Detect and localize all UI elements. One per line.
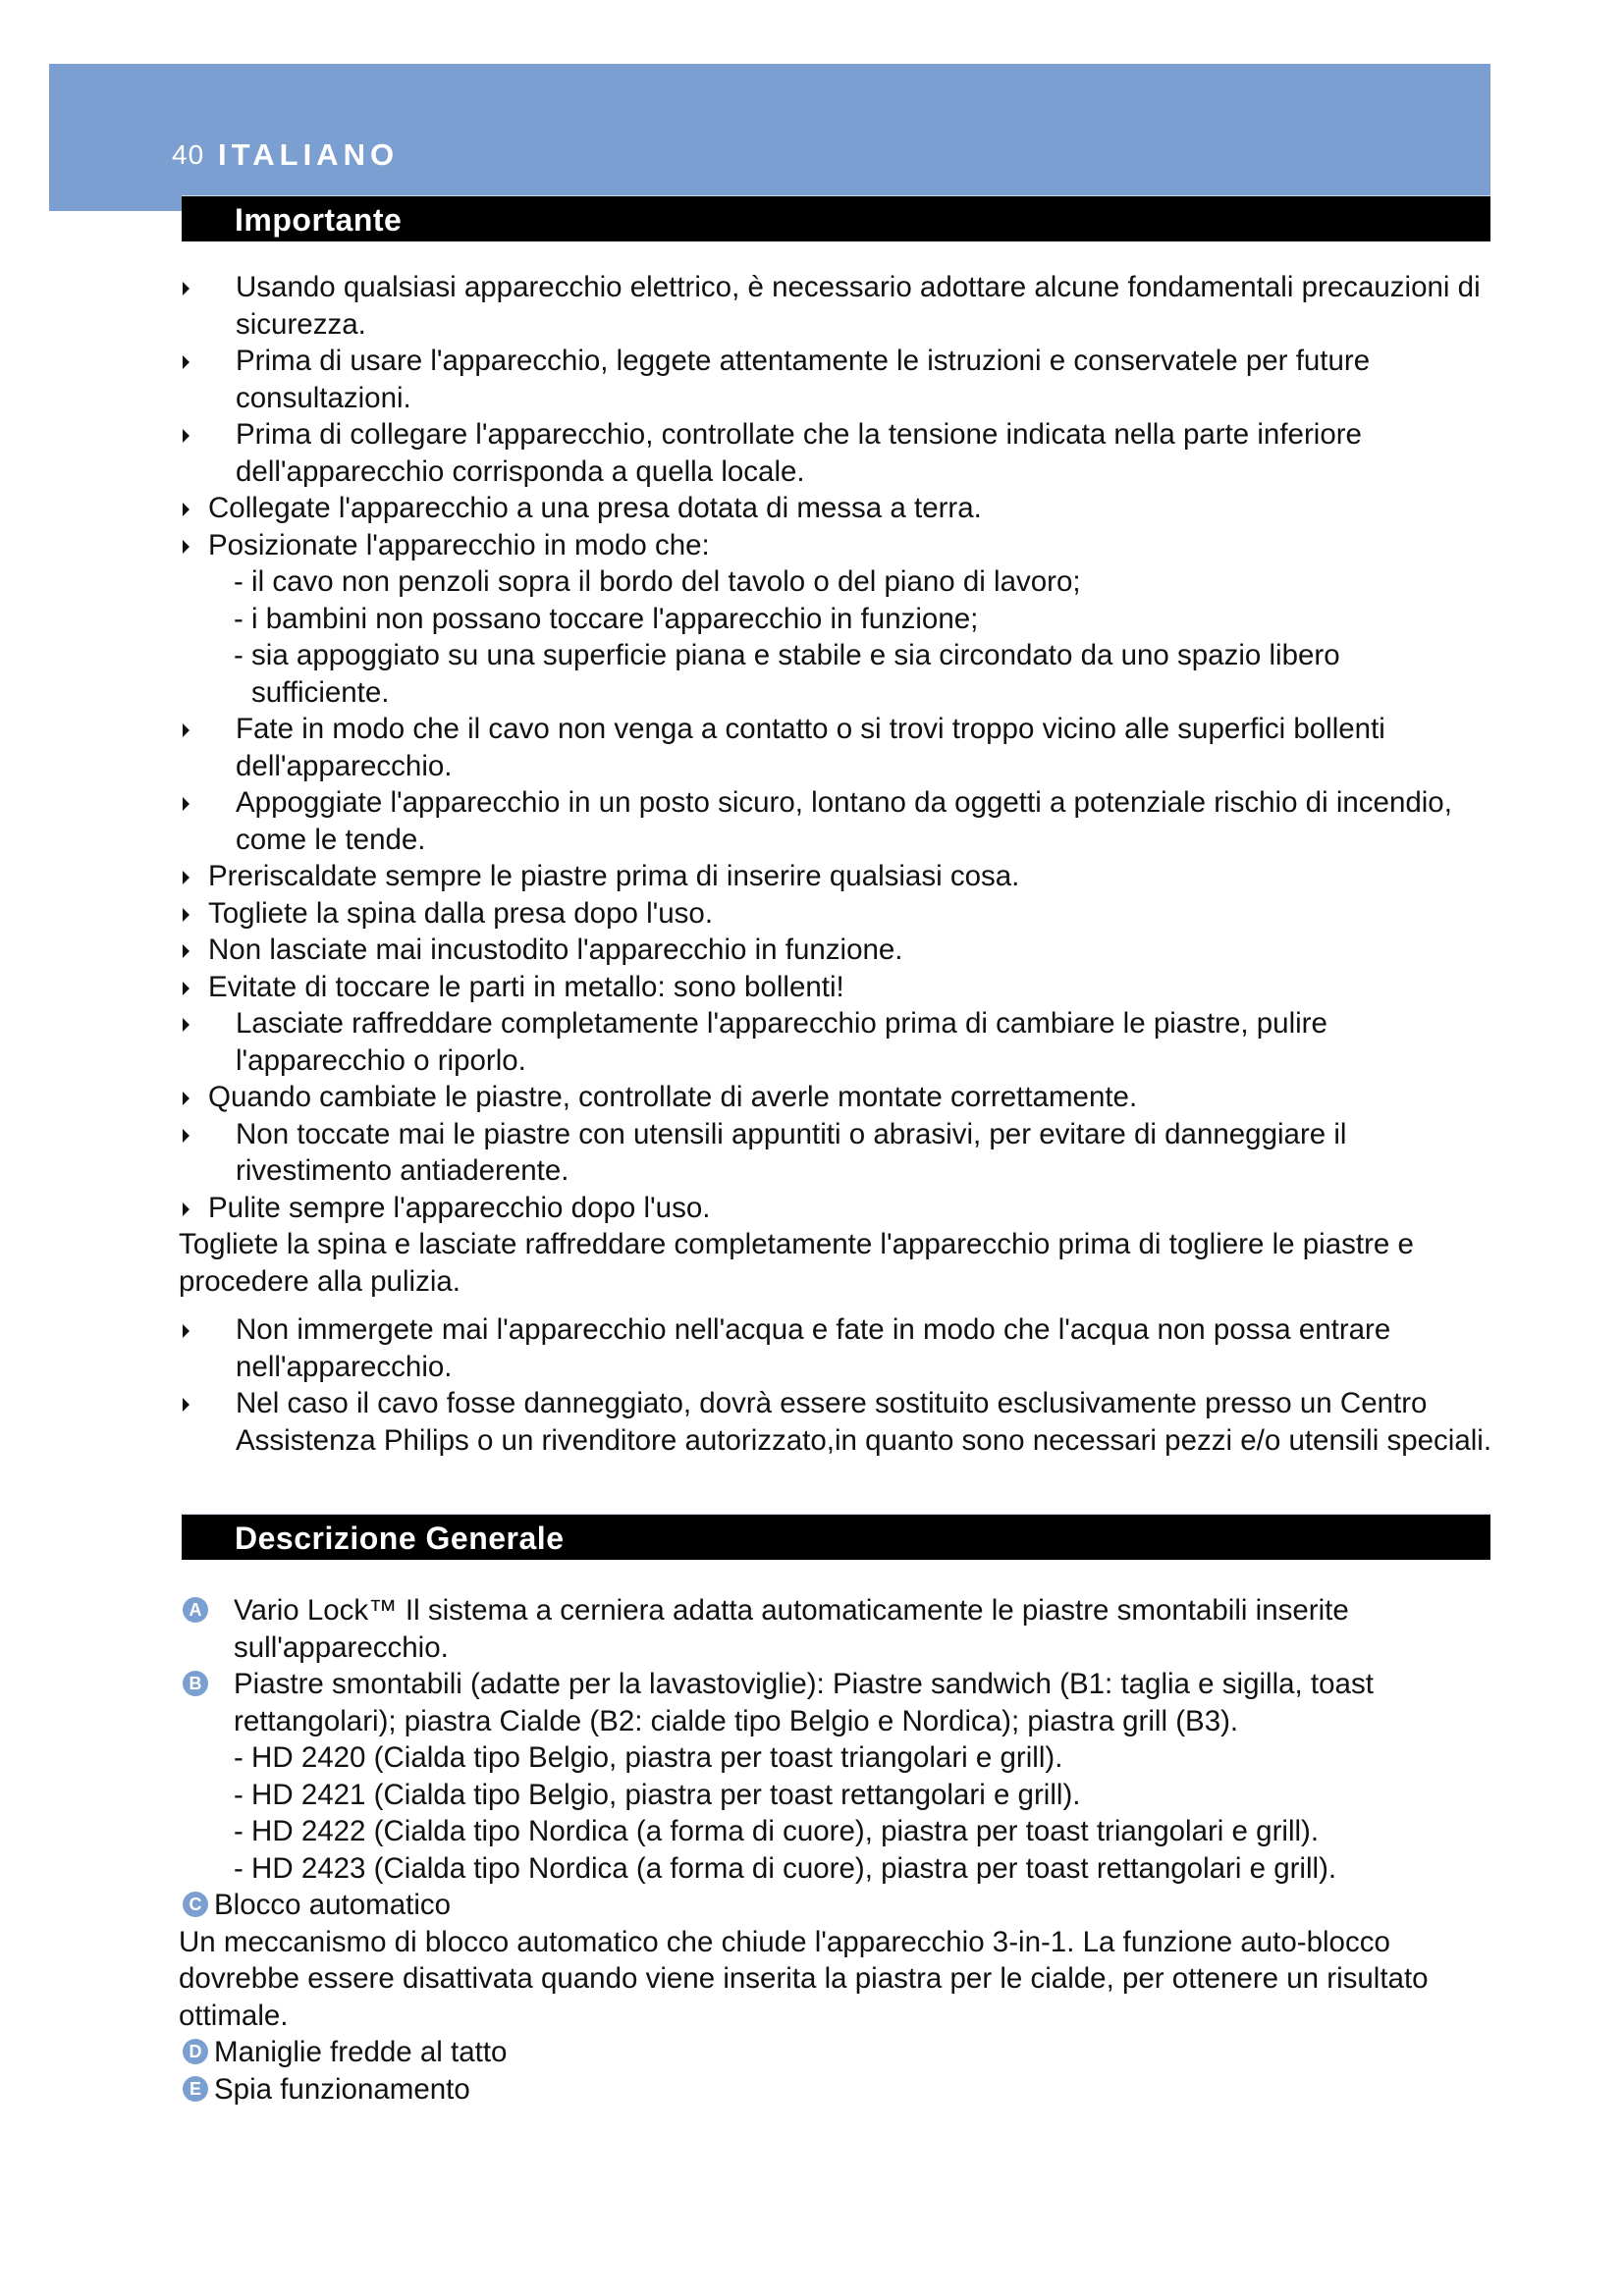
bullet-arrow-icon bbox=[183, 429, 189, 443]
bullet-arrow-icon bbox=[183, 282, 189, 295]
feature-item-e: E Spia funzionamento bbox=[179, 2071, 1494, 2109]
model-item: - HD 2422 (Cialda tipo Nordica (a forma di cuore), piastra per toast triangolari e grill). bbox=[234, 1815, 1320, 1847]
bullet-item: Prima di usare l'apparecchio, leggete attentamente le istruzioni e conservatele per future consultazioni. bbox=[179, 343, 1494, 416]
bullet-item: Usando qualsiasi apparecchio elettrico, è necessario adottare alcune fondamentali precauzioni di sicurezza. bbox=[179, 269, 1494, 343]
header-notch bbox=[49, 211, 182, 240]
section-bar-importante bbox=[182, 195, 1490, 241]
letter-d-icon: D bbox=[183, 2039, 208, 2064]
section-title-importante: Importante bbox=[235, 202, 403, 238]
bullet-item: Non toccate mai le piastre con utensili appuntiti o abrasivi, per evitare di danneggiare il rivestimento antiaderente. bbox=[179, 1116, 1494, 1190]
bullet-item: Prima di collegare l'apparecchio, controllate che la tensione indicata nella parte inferiore dell'apparecchio corrisponda a quella locale. bbox=[179, 416, 1494, 490]
letter-b-icon: B bbox=[183, 1671, 208, 1696]
bullet-arrow-icon bbox=[183, 723, 189, 737]
descrizione-list bbox=[179, 1592, 1494, 2108]
importante-list-2 bbox=[179, 1311, 1494, 1459]
paragraph: Togliete la spina e lasciate raffreddare completamente l'apparecchio prima di togliere le piastre e procedere alla pulizia. bbox=[179, 1228, 1414, 1298]
bullet-item: Non immergete mai l'apparecchio nell'acqua e fate in modo che l'acqua non possa entrare nell'apparecchio. bbox=[179, 1311, 1494, 1385]
bullet-item: Evitate di toccare le parti in metallo: sono bollenti! bbox=[179, 969, 1494, 1006]
bullet-item: Posizionate l'apparecchio in modo che: bbox=[179, 527, 1494, 564]
feature-item-b: B Piastre smontabili (adatte per la lavastoviglie): Piastre sandwich (B1: taglia e sigilla, toast rettangolari); piastra Cialde (B2: cialde tipo Belgio e Nordica); piastra grill (B3). bbox=[179, 1666, 1494, 1739]
bullet-arrow-icon bbox=[183, 1202, 189, 1216]
sub-item: - i bambini non possano toccare l'apparecchio in funzione; bbox=[234, 602, 979, 635]
bullet-item: Non lasciate mai incustodito l'apparecchio in funzione. bbox=[179, 932, 1494, 969]
bullet-arrow-icon bbox=[183, 1324, 189, 1338]
bullet-item: Togliete la spina dalla presa dopo l'uso. bbox=[179, 895, 1494, 933]
bullet-item: Pulite sempre l'apparecchio dopo l'uso. bbox=[179, 1190, 1494, 1227]
section-bar-descrizione bbox=[182, 1514, 1490, 1560]
letter-a-icon: A bbox=[183, 1597, 208, 1623]
bullet-arrow-icon bbox=[183, 797, 189, 811]
bullet-arrow-icon bbox=[183, 540, 189, 554]
bullet-arrow-icon bbox=[183, 982, 189, 995]
bullet-item: Preriscaldate sempre le piastre prima di inserire qualsiasi cosa. bbox=[179, 858, 1494, 895]
letter-e-icon: E bbox=[183, 2076, 208, 2102]
model-item: - HD 2421 (Cialda tipo Belgio, piastra per toast rettangolari e grill). bbox=[234, 1778, 1081, 1811]
sub-item: - sia appoggiato su una superficie piana e stabile e sia circondato da uno spazio libero bbox=[234, 639, 1340, 671]
bullet-arrow-icon bbox=[183, 908, 189, 922]
bullet-arrow-icon bbox=[183, 355, 189, 369]
bullet-item: Lasciate raffreddare completamente l'apparecchio prima di cambiare le piastre, pulire l'apparecchio o riporlo. bbox=[179, 1005, 1494, 1079]
bullet-item: Nel caso il cavo fosse danneggiato, dovrà essere sostituito esclusivamente presso un Centro Assistenza Philips o un rivenditore autorizzato,in quanto sono necessari pezzi e/o utensili speciali. bbox=[179, 1385, 1494, 1459]
paragraph: Un meccanismo di blocco automatico che chiude l'apparecchio 3-in-1. La funzione auto-blocco dovrebbe essere disattivata quando viene inserita la piastra per le cialde, per ottenere un risultato ottimale. bbox=[179, 1925, 1429, 2032]
bullet-item: Appoggiate l'apparecchio in un posto sicuro, lontano da oggetti a potenziale rischio di incendio, come le tende. bbox=[179, 784, 1494, 858]
bullet-arrow-icon bbox=[183, 944, 189, 958]
feature-item-c: C Blocco automatico bbox=[179, 1887, 1494, 1924]
page-number: 40 bbox=[172, 139, 205, 170]
bullet-item: Quando cambiate le piastre, controllate di averle montate correttamente. bbox=[179, 1079, 1494, 1116]
letter-c-icon: C bbox=[183, 1892, 208, 1917]
bullet-item: Fate in modo che il cavo non venga a contatto o si trovi troppo vicino alle superfici bollenti dell'apparecchio. bbox=[179, 711, 1494, 784]
model-item: - HD 2423 (Cialda tipo Nordica (a forma di cuore), piastra per toast rettangolari e grill). bbox=[234, 1851, 1337, 1885]
bullet-arrow-icon bbox=[183, 503, 189, 516]
sub-item-continued: sufficiente. bbox=[251, 675, 390, 709]
feature-item-d: D Maniglie fredde al tatto bbox=[179, 2034, 1494, 2071]
language-title: ITALIANO bbox=[218, 137, 400, 172]
importante-list bbox=[179, 269, 1494, 1300]
bullet-arrow-icon bbox=[183, 1092, 189, 1105]
feature-item-a: A Vario Lock™ Il sistema a cerniera adatta automaticamente le piastre smontabili inserite sull'apparecchio. bbox=[179, 1592, 1494, 1666]
bullet-arrow-icon bbox=[183, 871, 189, 884]
bullet-item: Collegate l'apparecchio a una presa dotata di messa a terra. bbox=[179, 490, 1494, 527]
model-item: - HD 2420 (Cialda tipo Belgio, piastra per toast triangolari e grill). bbox=[234, 1741, 1063, 1774]
bullet-arrow-icon bbox=[183, 1018, 189, 1032]
sub-item: - il cavo non penzoli sopra il bordo del tavolo o del piano di lavoro; bbox=[234, 565, 1081, 598]
section-title-descrizione: Descrizione Generale bbox=[235, 1521, 565, 1556]
bullet-arrow-icon bbox=[183, 1129, 189, 1143]
bullet-arrow-icon bbox=[183, 1398, 189, 1412]
